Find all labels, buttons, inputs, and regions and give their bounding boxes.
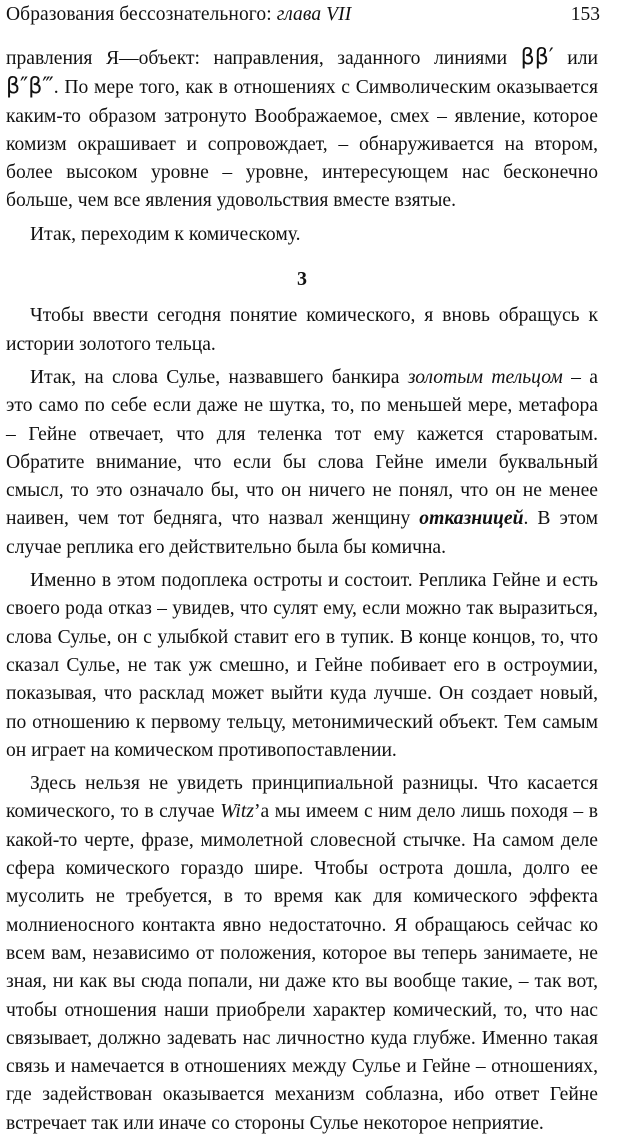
running-header-title xyxy=(6,4,351,26)
paragraph-6 xyxy=(6,770,598,1138)
emphasis-refuser: отказницей xyxy=(419,508,524,530)
p1-text-c: . По мере того, как в отношениях с Символическим оказывается каким-то образом затронуто Воображаемое, смех – явление, которое комизм окрашивает и сопровождает, – обнаруживается на втором, более высоком уровне – уровне, интересующем нас бесконечно больше, чем все явления удовольствия вместе взятые. xyxy=(6,77,598,212)
paragraph-3: Чтобы ввести сегодня понятие комического, я вновь обращусь к истории золотого тельца. xyxy=(6,305,598,355)
paragraph-4 xyxy=(6,364,598,562)
paragraph-2: Итак, переходим к комическому. xyxy=(30,223,301,245)
p6-text-a: Здесь нельзя не увидеть принципиальной разницы. Что касается комического, то в случае xyxy=(6,773,598,823)
p4-text-b: – а это само по себе если даже не шутка, то, по меньшей мере, метафора – Гейне отвечает, что для теленка тот ему кажется староватым. Обратите внимание, что если бы слова Гейне имели буквальный смысл, то это означало бы, что он ничего не понял, что он не менее наивен, чем тот бедняга, что назвал женщину xyxy=(6,366,598,530)
paragraph-5: Именно в этом подоплека остроты и состоит. Реплика Гейне и есть своего рода отказ – увидев, что сулят ему, если можно так выразиться, слова Сулье, он с улыбкой ставит его в тупик. В конце концов, то, что сказал Сулье, не так уж смешно, и Гейне побивает его в остроумии, показывая, что расклад может выйти куда лучше. Он создает новый, по отношению к первому тельцу, метонимический объект. Тем самым он играет на комическом противопоставлении. xyxy=(6,570,598,761)
header-chapter: глава VII xyxy=(276,4,352,25)
section-number: 3 xyxy=(297,268,307,291)
emphasis-witz: Witz xyxy=(220,801,254,823)
header-title-prefix: Образования бессознательного: xyxy=(6,4,277,25)
p4-text-a: Итак, на слова Сулье, назвавшего банкира xyxy=(30,366,408,388)
p1-text-b: или xyxy=(553,48,598,69)
paragraph-1 xyxy=(6,44,598,216)
emphasis-golden-calf: золотым тельцом xyxy=(407,366,563,388)
p1-text-a: правления Я—объект: направления, заданного линиями xyxy=(6,48,521,69)
p6-text-b: ’а мы имеем с ним дело лишь походя – в какой-то черте, фразе, мимолетной словесной стычке. На самом деле сфера комического гораздо шире. Чтобы острота дошла, долго ее мусолить не требуется, в то время как для комического эффекта молниеносного контакта явно недостаточно. Я обращаюсь сейчас ко всем вам, независимо от положения, которое вы теперь занимаете, не зная, ни как вы сюда попали, ни даже кто вы вообще такие, – так вот, чтобы отношения наши приобрели характер комический, то, что нас связывает, должно задевать нас личностно куда глубже. Именно такая связь и намечается в отношениях между Сулье и Гейне – отношениях, где задействован оказывается механизм соблазна, ибо ответ Гейне встречает так или иначе со стороны Сулье некоторое неприятие. xyxy=(6,801,599,1134)
greek-symbol-beta-prime: ββ′ xyxy=(520,45,554,70)
page-number: 153 xyxy=(570,4,600,25)
p4-text-c: . В этом случае реплика его действительно была бы комична. xyxy=(6,508,598,558)
body-text xyxy=(6,44,598,1143)
running-header xyxy=(6,4,600,34)
greek-symbol-beta-double-triple-prime: β″β‴ xyxy=(6,74,54,100)
